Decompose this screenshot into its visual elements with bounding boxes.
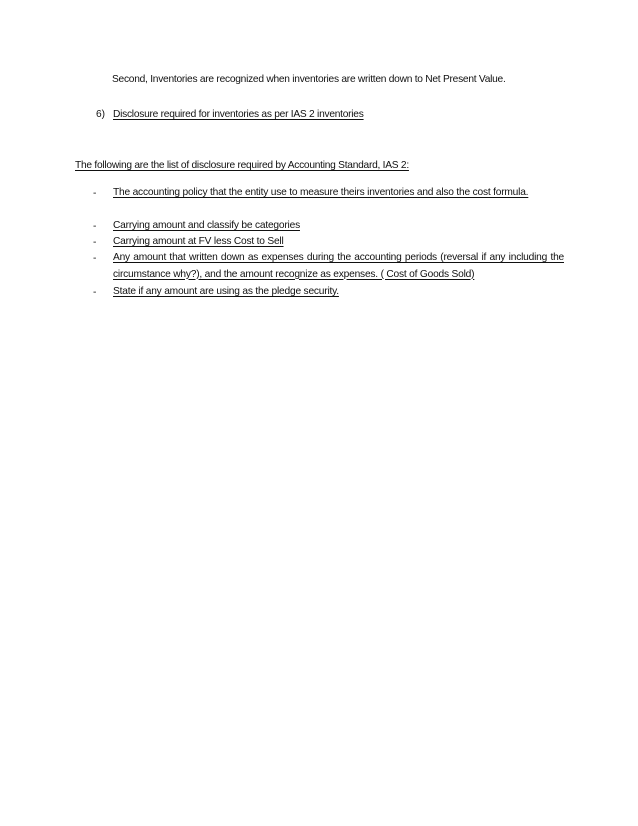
list-item: Any amount that written down as expenses during the accounting periods (reversal if any including the circumstance why?), and the amount recognize as expenses. ( Cost of Goods Sold) xyxy=(113,252,564,280)
list-item: The accounting policy that the entity use to measure theirs inventories and also the cost formula. xyxy=(113,187,529,198)
section-heading: Disclosure required for inventories as per IAS 2 inventories xyxy=(113,109,364,120)
bullet-marker: - xyxy=(93,253,97,264)
intro-paragraph: Second, Inventories are recognized when inventories are written down to Net Present Value. xyxy=(112,74,506,85)
bullet-marker: - xyxy=(93,221,97,232)
list-item: Carrying amount at FV less Cost to Sell xyxy=(113,236,284,247)
list-item: State if any amount are using as the pledge security. xyxy=(113,286,339,297)
bullet-marker: - xyxy=(93,188,97,199)
list-intro: The following are the list of disclosure required by Accounting Standard, IAS 2: xyxy=(75,160,409,171)
bullet-marker: - xyxy=(93,287,97,298)
section-number: 6) xyxy=(96,109,106,120)
bullet-marker: - xyxy=(93,237,97,248)
list-item: Carrying amount and classify be categories xyxy=(113,220,300,231)
